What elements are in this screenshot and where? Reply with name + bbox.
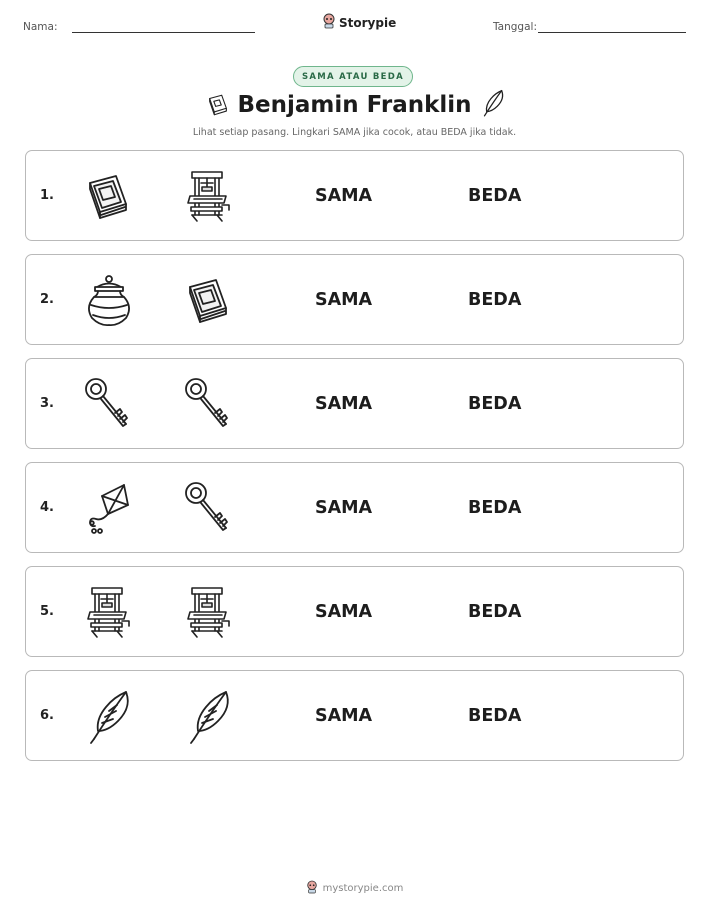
name-label: Nama: bbox=[23, 21, 58, 33]
footer-url[interactable]: mystorypie.com bbox=[322, 883, 404, 894]
option-same[interactable]: SAMA bbox=[315, 602, 373, 622]
brand-logo bbox=[322, 13, 396, 33]
exercise-row bbox=[25, 566, 684, 657]
exercise-row bbox=[25, 358, 684, 449]
option-same[interactable]: SAMA bbox=[315, 394, 373, 414]
instructions: Lihat setiap pasang. Lingkari SAMA jika cocok, atau BEDA jika tidak. bbox=[192, 127, 517, 138]
brand-name: Storypie bbox=[339, 16, 397, 30]
printing-press-icon bbox=[82, 585, 134, 641]
page-title: Benjamin Franklin bbox=[237, 92, 472, 118]
kite-icon bbox=[82, 481, 134, 537]
option-same[interactable]: SAMA bbox=[315, 186, 373, 206]
key-icon bbox=[182, 377, 234, 433]
quill-icon bbox=[478, 89, 506, 119]
date-label: Tanggal: bbox=[493, 21, 537, 33]
option-same[interactable]: SAMA bbox=[315, 290, 373, 310]
exercise-row bbox=[25, 670, 684, 761]
name-line[interactable] bbox=[72, 32, 255, 33]
storypie-mascot-icon bbox=[306, 879, 318, 898]
option-same[interactable]: SAMA bbox=[315, 498, 373, 518]
exercise-row bbox=[25, 462, 684, 553]
footer bbox=[0, 879, 709, 898]
option-different[interactable]: BEDA bbox=[468, 290, 522, 310]
quill-icon bbox=[82, 689, 134, 745]
row-number: 1. bbox=[40, 188, 54, 203]
quill-icon bbox=[182, 689, 234, 745]
printing-press-icon bbox=[182, 585, 234, 641]
option-same[interactable]: SAMA bbox=[315, 706, 373, 726]
printing-press-icon bbox=[182, 169, 234, 225]
option-different[interactable]: BEDA bbox=[468, 498, 522, 518]
exercise-row bbox=[25, 254, 684, 345]
book-icon bbox=[82, 169, 134, 225]
row-number: 5. bbox=[40, 604, 54, 619]
exercise-row bbox=[25, 150, 684, 241]
date-line[interactable] bbox=[538, 32, 686, 33]
option-different[interactable]: BEDA bbox=[468, 602, 522, 622]
option-different[interactable]: BEDA bbox=[468, 186, 522, 206]
jar-icon bbox=[82, 273, 134, 329]
row-number: 3. bbox=[40, 396, 54, 411]
book-icon bbox=[182, 273, 234, 329]
option-different[interactable]: BEDA bbox=[468, 394, 522, 414]
key-icon bbox=[82, 377, 134, 433]
key-icon bbox=[182, 481, 234, 537]
storypie-mascot-icon bbox=[322, 13, 336, 33]
row-number: 2. bbox=[40, 292, 54, 307]
row-number: 4. bbox=[40, 500, 54, 515]
activity-badge: SAMA ATAU BEDA bbox=[293, 66, 413, 87]
option-different[interactable]: BEDA bbox=[468, 706, 522, 726]
row-number: 6. bbox=[40, 708, 54, 723]
